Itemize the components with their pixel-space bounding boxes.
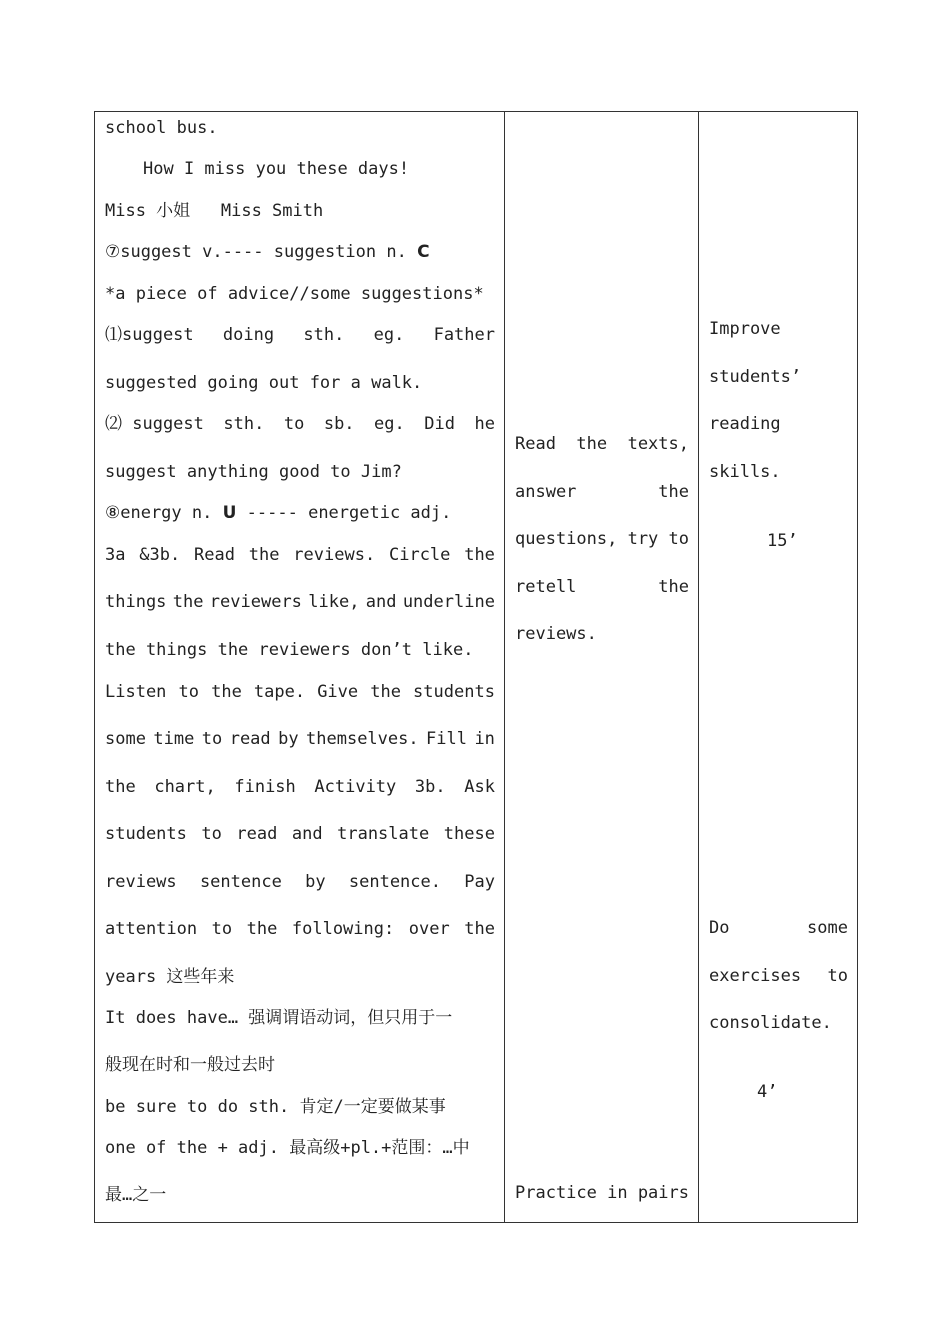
justified-line (515, 434, 689, 454)
justified-line (709, 966, 848, 986)
word: the (658, 482, 689, 502)
procedure-cell (95, 112, 505, 1223)
word: chart, (154, 777, 216, 797)
justified-line (105, 729, 495, 749)
word: to (178, 682, 199, 702)
word: answer (515, 482, 577, 502)
word: Practice (515, 1183, 597, 1203)
word: the (576, 434, 608, 454)
text-line: 最…之一 (105, 1185, 167, 1205)
text-line: consolidate. (709, 1013, 832, 1033)
word: by (278, 729, 299, 749)
word: finish (234, 777, 296, 797)
word: these (443, 824, 495, 844)
word: &3b. (139, 545, 181, 565)
word: Read (194, 545, 235, 565)
word: ⑴suggest (105, 325, 194, 345)
text-line: one of the + adj. 最高级+pl.+范围：…中 (105, 1138, 470, 1158)
word: and (365, 592, 397, 612)
text-line: suggest anything good to Jim? (105, 462, 402, 482)
word: questions, (515, 529, 618, 549)
word: the (658, 577, 689, 597)
word: Circle (388, 545, 451, 565)
justified-line (515, 1183, 689, 1203)
word: read (229, 729, 271, 749)
justified-line (105, 824, 495, 844)
word: and (291, 824, 323, 844)
word: Listen (105, 682, 167, 702)
student-activity-cell (505, 112, 699, 1223)
word: themselves. (306, 729, 419, 749)
word: he (474, 414, 495, 434)
word: things (105, 592, 167, 612)
word: 3b. (414, 777, 446, 797)
text-line (105, 503, 451, 523)
word: read (236, 824, 278, 844)
word: tape. (253, 682, 306, 702)
word: reviews (105, 872, 177, 892)
text-line: 般现在时和一般过去时 (105, 1055, 275, 1075)
purpose-cell (699, 112, 858, 1223)
text-line: reviews. (515, 624, 597, 644)
word: texts, (627, 434, 689, 454)
word: the (370, 682, 401, 702)
text-line: suggested going out for a walk. (105, 373, 423, 393)
text-line (105, 242, 430, 262)
word: to (283, 414, 305, 434)
word: the (464, 545, 495, 565)
text-line: reading (709, 414, 781, 434)
word: some (105, 729, 146, 749)
word: exercises (709, 966, 802, 986)
word: in (607, 1183, 628, 1203)
word: attention (105, 919, 198, 939)
word: the (246, 919, 278, 939)
text-line: skills. (709, 462, 781, 482)
word: Give (317, 682, 359, 702)
justified-line (105, 872, 495, 892)
text-line: How I miss you these days! (143, 159, 410, 179)
text-line: years 这些年来 (105, 967, 235, 987)
justified-line (105, 682, 495, 702)
word: eg. (373, 325, 405, 345)
word: some (807, 918, 848, 938)
text-fragment: ⑧energy n. (105, 503, 213, 523)
word: in (474, 729, 495, 749)
text-fragment: ⑦suggest v.---- suggestion n. (105, 242, 407, 262)
word: sentence. (348, 872, 441, 892)
text-line: Improve (709, 319, 781, 339)
text-line: It does have… 强调谓语动词，但只用于一 (105, 1008, 453, 1028)
text-line: school bus. (105, 118, 218, 138)
word: the (211, 682, 242, 702)
word: to (211, 919, 233, 939)
countable-mark: C (417, 242, 430, 262)
word: retell (515, 577, 577, 597)
time-label: 15’ (767, 531, 798, 551)
word: Fill (426, 729, 467, 749)
justified-line (515, 577, 689, 597)
word: Read (515, 434, 556, 454)
text-line: Miss 小姐 Miss Smith (105, 201, 324, 221)
word: reviewers (209, 592, 302, 612)
word: the (248, 545, 280, 565)
word: translate (337, 824, 430, 844)
justified-line (105, 777, 495, 797)
word: underline (402, 592, 495, 612)
word: pairs (637, 1183, 689, 1203)
word: sentence (199, 872, 282, 892)
word: Did (424, 414, 455, 434)
word: doing (222, 325, 275, 345)
word: try (627, 529, 659, 549)
word: sb. (323, 414, 355, 434)
word: Activity (314, 777, 397, 797)
justified-line (105, 592, 495, 612)
text-line: students’ (709, 367, 802, 387)
word: eg. (374, 414, 405, 434)
word: the (172, 592, 204, 612)
word: the (464, 919, 495, 939)
justified-line (105, 919, 495, 939)
word: over (408, 919, 450, 939)
justified-line (709, 918, 848, 938)
word: like, (308, 592, 360, 612)
justified-line (105, 545, 495, 565)
word: following: (291, 919, 395, 939)
word: Do (709, 918, 730, 938)
text-line: the things the reviewers don’t like. (105, 640, 474, 660)
word: sth. (223, 414, 265, 434)
word: students (105, 824, 187, 844)
lesson-plan-table (94, 111, 858, 1223)
text-fragment: ----- energetic adj. (246, 503, 452, 523)
word: by (305, 872, 326, 892)
text-line: be sure to do sth. 肯定/一定要做某事 (105, 1097, 446, 1117)
uncountable-mark: U (222, 503, 237, 523)
justified-line (105, 325, 495, 345)
word: reviews. (293, 545, 376, 565)
word: sth. (303, 325, 345, 345)
word: 3a (105, 545, 126, 565)
word: ⑵ suggest (105, 414, 204, 434)
word: to (201, 824, 222, 844)
word: students (413, 682, 495, 702)
word: the (105, 777, 136, 797)
word: Pay (464, 872, 495, 892)
justified-line (105, 414, 495, 434)
word: time (153, 729, 195, 749)
word: to (201, 729, 223, 749)
text-line: *a piece of advice//some suggestions* (105, 284, 484, 304)
justified-line (515, 529, 689, 549)
word: Father (433, 325, 495, 345)
word: to (668, 529, 689, 549)
word: to (827, 966, 848, 986)
word: Ask (464, 777, 495, 797)
time-label: 4’ (757, 1082, 778, 1102)
justified-line (515, 482, 689, 502)
